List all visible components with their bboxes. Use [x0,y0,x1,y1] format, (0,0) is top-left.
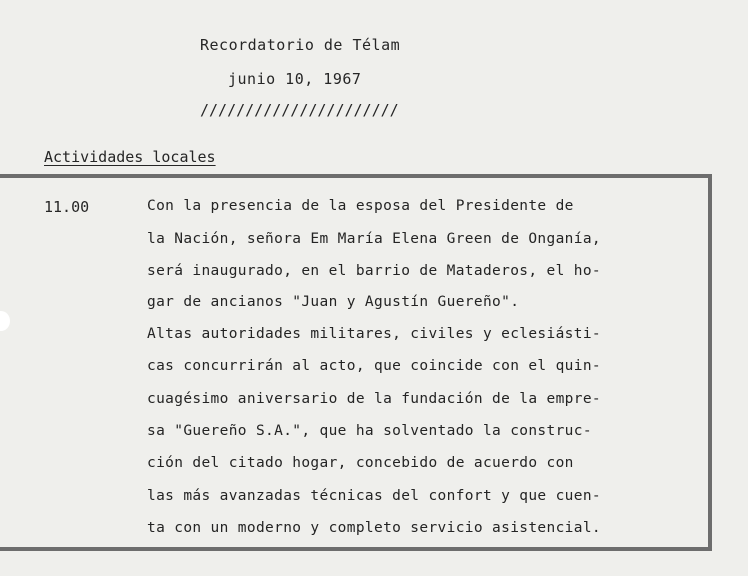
entry-line: gar de ancianos "Juan y Agustín Guereño". [147,294,520,310]
entry-time: 11.00 [44,198,90,216]
entry-line: ta con un moderno y completo servicio asistencial. [147,520,601,536]
entry-line: será inaugurado, en el barrio de Mataderos, el ho- [147,263,601,279]
entry-line: cuagésimo aniversario de la fundación de la empre- [147,391,601,407]
entry-line: Altas autoridades militares, civiles y eclesiásti- [147,326,601,342]
document-date: junio 10, 1967 [228,70,362,88]
entry-line: cas concurrirán al acto, que coincide con el quin- [147,358,601,374]
entry-line: ción del citado hogar, concebido de acuerdo con [147,455,574,471]
document-title: Recordatorio de Télam [200,36,401,54]
section-heading: Actividades locales [44,148,216,166]
slash-rule: ////////////////////// [200,101,399,119]
entry-line: las más avanzadas técnicas del confort y que cuen- [147,488,601,504]
entry-line: Con la presencia de la esposa del Presidente de [147,198,574,214]
entry-line: sa "Guereño S.A.", que ha solventado la construc- [147,423,592,439]
entry-line: la Nación, señora Em María Elena Green de Onganía, [147,231,601,247]
